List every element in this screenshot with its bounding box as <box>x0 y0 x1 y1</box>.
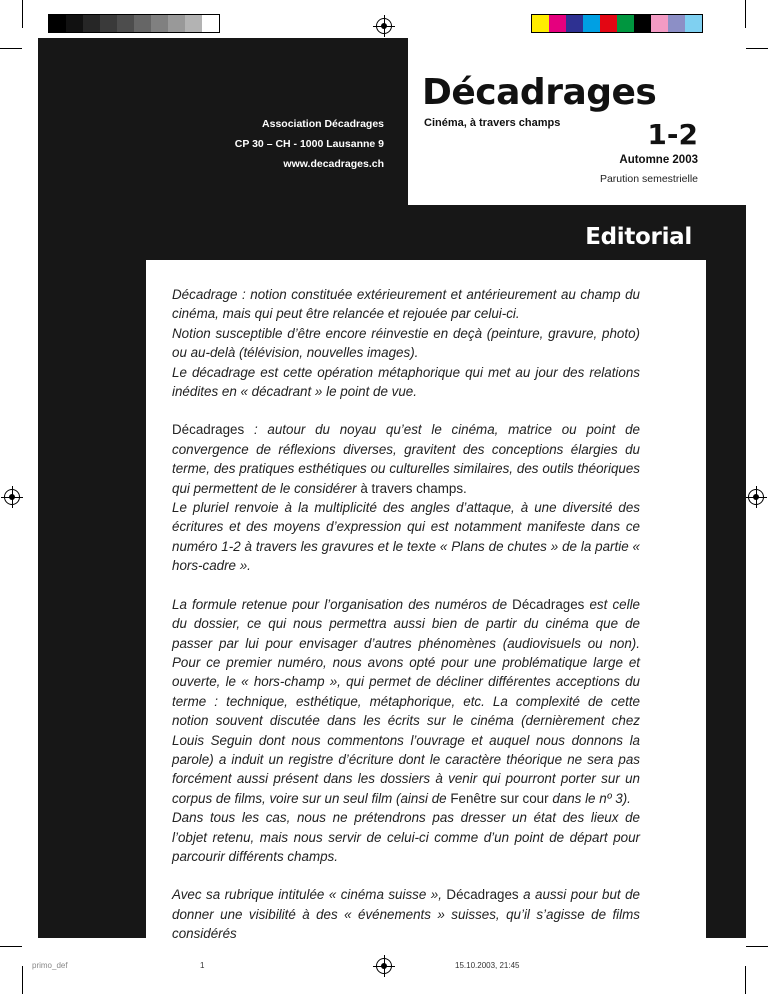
publication-frequency: Parution semestrielle <box>599 173 698 185</box>
editorial-paragraph <box>172 285 640 401</box>
text-run: Le décadrage est cette opération métaphorique qui met au jour des relations inédites en « décadrant » le point de vue. <box>172 364 640 400</box>
text-run: Décadrage : notion constituée extérieurement et antérieurement au champ du cinéma, mais qui peut être relancée et rejouée par celui-ci. <box>172 287 640 322</box>
crop-mark <box>22 0 23 28</box>
gray-swatch <box>49 15 66 32</box>
registration-mark-icon <box>376 18 392 34</box>
text-run: à travers champs. <box>360 480 467 496</box>
color-swatch <box>600 15 617 32</box>
gray-swatch <box>151 15 168 32</box>
gray-swatch <box>117 15 134 32</box>
crop-mark <box>22 966 23 994</box>
color-swatch <box>651 15 668 32</box>
association-postbox: CP 30 – CH - 1000 Lausanne 9 <box>234 138 384 150</box>
issue-number: 1-2 <box>647 118 698 151</box>
color-swatch <box>566 15 583 32</box>
color-swatch <box>668 15 685 32</box>
journal-title: Décadrages <box>422 72 657 113</box>
registration-mark-icon <box>4 489 20 505</box>
text-run: Notion susceptible d’être encore réinvestie en deçà (peinture, gravure, photo) ou au-delà (télévision, nouvelles images). <box>172 325 640 361</box>
editorial-paragraph <box>172 595 640 867</box>
crop-mark <box>746 48 768 49</box>
text-run: : autour du noyau qu’est le cinéma, matrice ou point de convergence de réflexions diverses, gravitent des conceptions élargies du terme, des pratiques esthétiques ou culturelles similaires, des outils théoriques qui permettent de le considérer <box>172 422 640 496</box>
text-run: est celle du dossier, ce qui nous permettra aussi bien de partir du cinéma que de passer par lui pour envisager d’autres phénomènes (audiovisuels ou non). Pour ce premier numéro, nous avons opté pour une problématique large et ouverte, le « hors-champ », qui permet de décliner différentes acceptions du terme : technique, esthétique, métaphorique, etc. La complexité de cette notion souvent discutée dans les écrits sur le cinéma (dernièrement chez Louis Seguin dont nous commentons l’ouvrage et auquel nous donnons la parole) a induit un registre d’écriture dont le caractère théorique ne sera pas forcément aussi présent dans les dossiers à venir qui pourront porter sur un corpus de films, voire sur un seul film (ainsi de <box>172 596 641 806</box>
gray-swatch <box>100 15 117 32</box>
gray-swatch <box>202 15 219 32</box>
crop-mark <box>746 946 768 947</box>
text-run: La formule retenue pour l’organisation des numéros de <box>172 596 513 612</box>
color-swatch-bar <box>531 14 703 33</box>
editorial-body <box>172 285 640 963</box>
text-run: Décadrages <box>446 887 519 903</box>
gray-swatch <box>66 15 83 32</box>
file-slug: primo_def <box>32 961 68 970</box>
crop-mark <box>745 966 746 994</box>
text-run: Décadrages <box>172 422 245 438</box>
text-run: a aussi pour but de donner une visibilité à des « événements » suisses, qu’il s’agisse de films considérés <box>172 887 640 942</box>
text-run: dans le nº 3). <box>548 790 631 806</box>
journal-subtitle: Cinéma, à travers champs <box>424 117 561 129</box>
crop-mark <box>0 48 22 49</box>
crop-mark <box>0 946 22 947</box>
crop-mark <box>745 0 746 28</box>
page-number: 1 <box>200 961 205 970</box>
association-name: Association Décadrages <box>262 118 384 130</box>
color-swatch <box>549 15 566 32</box>
color-swatch <box>685 15 702 32</box>
color-swatch <box>634 15 651 32</box>
gray-swatch <box>83 15 100 32</box>
editorial-paragraph <box>172 420 640 575</box>
gray-swatch-bar <box>48 14 220 33</box>
color-swatch <box>583 15 600 32</box>
issue-season: Automne 2003 <box>619 154 698 166</box>
color-swatch <box>532 15 549 32</box>
gray-swatch <box>185 15 202 32</box>
text-run: Avec sa rubrique intitulée « cinéma suisse », <box>172 887 447 903</box>
text-run: Le pluriel renvoie à la multiplicité des angles d’attaque, à une diversité des écritures et des moyens d’expression qui est notamment manifeste dans ce numéro 1-2 à travers les gravures et le texte « Plans de chutes » de la partie « hors-cadre ». <box>172 500 640 574</box>
text-run: Fenêtre sur cour <box>450 790 549 806</box>
text-run: Dans tous les cas, nous ne prétendrons pas dresser un état des lieux de l’objet retenu, mais nous servir de celui-ci comme d’un point de départ pour parcourir différents champs. <box>172 810 640 864</box>
text-run: Décadrages <box>512 596 585 612</box>
association-website: www.decadrages.ch <box>283 158 384 170</box>
association-address <box>235 114 384 174</box>
print-timestamp: 15.10.2003, 21:45 <box>455 961 520 970</box>
registration-mark-icon <box>748 489 764 505</box>
section-title: Editorial <box>585 224 692 250</box>
gray-swatch <box>134 15 151 32</box>
color-swatch <box>617 15 634 32</box>
gray-swatch <box>168 15 185 32</box>
editorial-paragraph <box>172 885 640 943</box>
